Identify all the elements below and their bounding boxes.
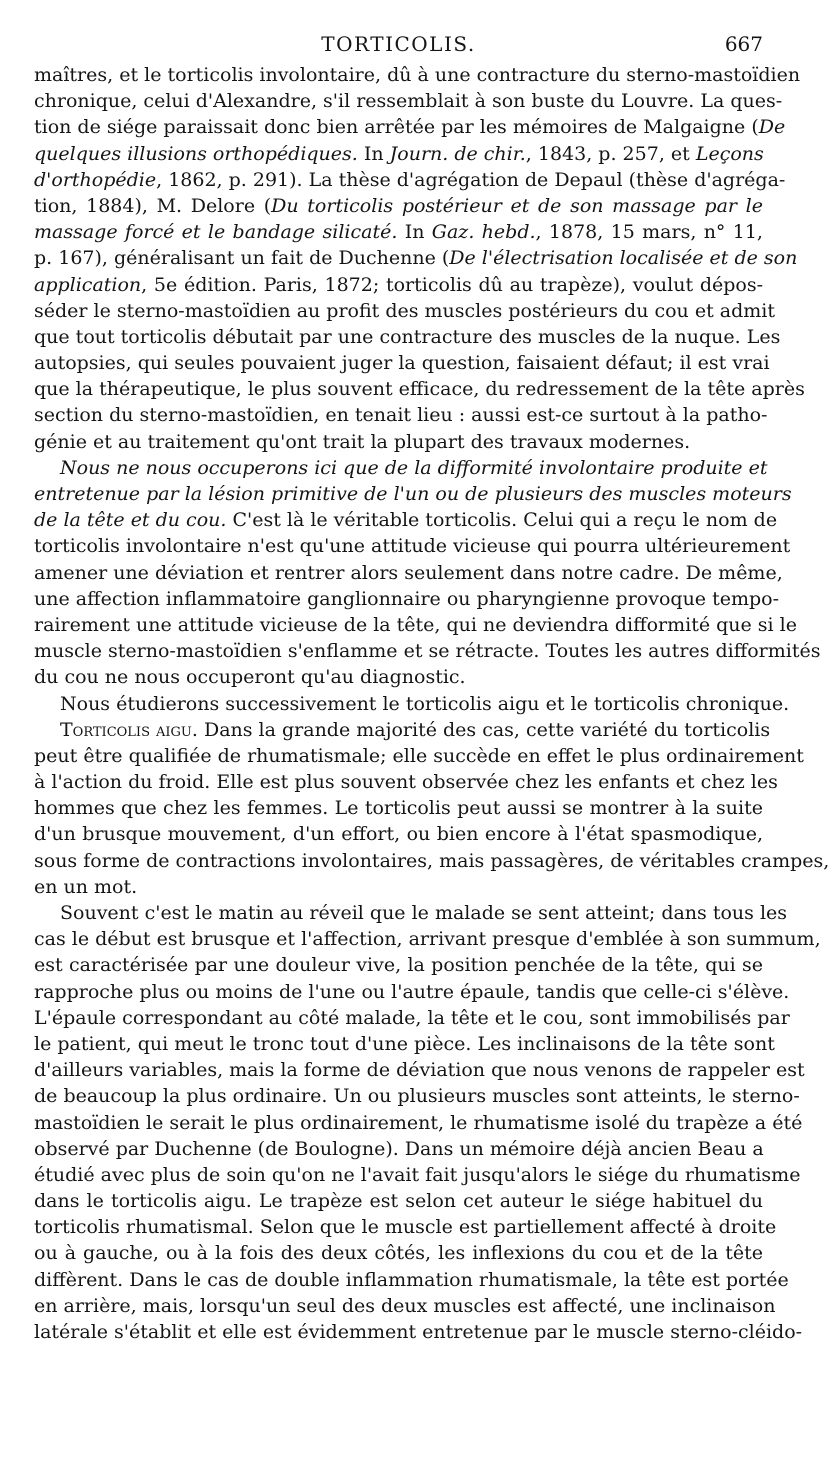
italic-run: Nous ne nous occuperons ici que de la difformité involontaire produite et xyxy=(60,456,768,479)
text-line xyxy=(34,114,786,140)
text-line xyxy=(34,193,763,219)
text-line xyxy=(34,1267,789,1293)
text-run: , 5e édition. Paris, 1872; torticolis dû au trapèze), voulut dépos- xyxy=(141,273,763,296)
text-run: hommes que chez les femmes. Le torticolis peut aussi se montrer à la suite xyxy=(34,797,763,820)
page-header xyxy=(34,27,763,61)
text-line xyxy=(34,1005,790,1031)
text-line xyxy=(34,795,763,821)
text-run: amener une déviation et rentrer alors seulement dans notre cadre. De même, xyxy=(34,561,783,584)
text-line xyxy=(34,219,763,245)
text-line xyxy=(34,141,763,167)
text-line xyxy=(34,1136,763,1162)
text-line xyxy=(34,1057,805,1083)
text-line xyxy=(34,979,790,1005)
text-run: L'épaule correspondant au côté malade, la tête et le cou, sont immobilisés par xyxy=(34,1006,790,1029)
text-run: génie et au traitement qu'ont trait la plupart des travaux modernes. xyxy=(34,430,691,453)
text-line xyxy=(34,612,797,638)
text-line xyxy=(34,350,770,376)
text-run: peut être qualifiée de rhumatismale; elle succède en effet le plus ordinairement xyxy=(34,744,804,767)
text-line xyxy=(34,455,768,481)
text-run: est caractérisée par une douleur vive, la position penchée de la tête, qui se xyxy=(34,954,763,977)
text-run: une affection inflammatoire ganglionnaire ou pharyngienne provoque tempo- xyxy=(34,587,780,610)
text-run: rapproche plus ou moins de l'une ou l'autre épaule, tandis que celle-ci s'élève. xyxy=(34,980,790,1003)
text-run: p. 167), généralisant un fait de Duchenne ( xyxy=(34,247,450,270)
text-line xyxy=(34,402,768,428)
text-run: , 1862, p. 291). La thèse d'agrégation de Depaul (thèse d'agréga- xyxy=(156,168,786,191)
text-line xyxy=(34,769,778,795)
text-line xyxy=(34,874,763,900)
text-line xyxy=(34,1162,801,1188)
text-run: d'un brusque mouvement, d'un effort, ou bien encore à l'état spasmodique, xyxy=(34,823,763,846)
text-line xyxy=(34,1293,776,1319)
text-run: autopsies, qui seules pouvaient juger la question, faisaient défaut; il est vrai xyxy=(34,352,770,375)
text-run: tion, 1884), M. Delore ( xyxy=(34,194,272,217)
italic-run: massage forcé et le bandage silicaté. xyxy=(34,221,398,244)
text-run: Souvent c'est le matin au réveil que le malade se sent atteint; dans tous les xyxy=(60,902,788,924)
text-run: Nous étudierons successivement le torticolis aigu et le torticolis chronique. xyxy=(60,692,790,715)
text-line xyxy=(34,481,792,507)
running-title: TORTICOLIS. xyxy=(321,32,476,56)
italic-run: d'orthopédie xyxy=(34,168,157,191)
italic-run: application xyxy=(34,273,142,296)
text-line xyxy=(34,62,801,88)
text-line xyxy=(34,848,829,874)
text-run: que tout torticolis débutait par une contracture des muscles de la nuque. Les xyxy=(34,325,781,348)
text-run: chronique, celui d'Alexandre, s'il ressemblait à son buste du Louvre. La ques- xyxy=(34,90,783,113)
text-line xyxy=(34,533,791,559)
text-run: C'est là le véritable torticolis. Celui qui a reçu le nom de xyxy=(226,509,778,532)
text-line xyxy=(34,1319,803,1345)
text-run: ou à gauche, ou à la fois des deux côtés, les inflexions du cou et de la tête xyxy=(34,1242,763,1265)
italic-run: entretenue par la lésion primitive de l'un ou de plusieurs des muscles moteurs xyxy=(34,483,792,505)
text-run: cas le début est brusque et l'affection, arrivant presque d'emblée à son summum, xyxy=(34,928,821,951)
text-line xyxy=(34,664,763,690)
text-run: In xyxy=(397,221,432,244)
text-line xyxy=(34,1188,763,1214)
italic-run: Journ. de chir. xyxy=(389,142,526,165)
text-line xyxy=(34,638,821,664)
text-line xyxy=(34,1240,763,1266)
text-line xyxy=(34,743,804,769)
text-run: torticolis rhumatismal. Selon que le muscle est partiellement affecté à droite xyxy=(34,1216,777,1239)
text-line xyxy=(34,1110,803,1136)
text-line xyxy=(34,1031,775,1057)
text-line xyxy=(34,298,775,324)
text-line xyxy=(34,324,781,350)
text-line xyxy=(34,717,771,743)
text-run: maîtres, et le torticolis involontaire, dû à une contracture du sterno-mastoïdien xyxy=(34,64,801,86)
text-run: dans le torticolis aigu. Le trapèze est selon cet auteur le siége habituel du xyxy=(34,1190,763,1213)
text-run: muscle sterno-mastoïdien s'enflamme et se rétracte. Toutes les autres difformités xyxy=(34,640,821,663)
text-run: le patient, qui meut le tronc tout d'une pièce. Les inclinaisons de la tête sont xyxy=(34,1032,775,1055)
text-run: du cou ne nous occuperont qu'au diagnostic. xyxy=(34,666,466,689)
text-run: , 1843, p. 257, et xyxy=(525,142,696,165)
text-run: In xyxy=(357,142,390,165)
text-run: section du sterno-mastoïdien, en tenait lieu : aussi est-ce surtout à la patho- xyxy=(34,404,768,427)
text-run: séder le sterno-mastoïdien au profit des muscles postérieurs du cou et admit xyxy=(34,299,775,322)
body-text xyxy=(34,62,829,1345)
text-line xyxy=(34,88,783,114)
text-run: rairement une attitude vicieuse de la tête, qui ne deviendra difformité que si le xyxy=(34,613,797,636)
text-line xyxy=(34,376,805,402)
text-run: à l'action du froid. Elle est plus souvent observée chez les enfants et chez les xyxy=(34,771,778,794)
text-line xyxy=(34,821,763,847)
text-line xyxy=(34,1214,777,1240)
text-line xyxy=(34,507,778,533)
text-run: , 1878, 15 mars, n° 11, xyxy=(535,221,763,244)
text-line xyxy=(34,926,821,952)
italic-run: Leçons xyxy=(695,142,764,165)
text-run: que la thérapeutique, le plus souvent efficace, du redressement de la tête après xyxy=(34,378,805,401)
italic-run: quelques illusions orthopédiques. xyxy=(34,142,358,165)
text-line xyxy=(34,245,798,271)
text-run: Dans la grande majorité des cas, cette variété du torticolis xyxy=(197,718,771,741)
italic-run: Gaz. hebd. xyxy=(431,221,536,244)
text-run: diffèrent. Dans le cas de double inflammation rhumatismale, la tête est portée xyxy=(34,1268,789,1291)
text-line xyxy=(34,1083,800,1109)
text-line xyxy=(34,560,783,586)
text-line xyxy=(34,952,763,978)
section-heading: Torticolis aigu. xyxy=(60,718,198,741)
italic-run: De xyxy=(758,116,786,139)
text-line xyxy=(34,900,788,926)
text-run: d'ailleurs variables, mais la forme de déviation que nous venons de rappeler est xyxy=(34,1059,805,1082)
text-run: observé par Duchenne (de Boulogne). Dans un mémoire déjà ancien Beau a xyxy=(34,1137,764,1160)
text-run: en un mot. xyxy=(34,875,138,898)
text-line xyxy=(34,167,786,193)
italic-run: Du torticolis postérieur et de son massage par le xyxy=(271,194,763,217)
text-run: mastoïdien le serait le plus ordinairement, le rhumatisme isolé du trapèze a été xyxy=(34,1111,803,1134)
text-run: en arrière, mais, lorsqu'un seul des deux muscles est affecté, une inclinaison xyxy=(34,1294,776,1317)
text-line xyxy=(34,429,763,455)
text-run: torticolis involontaire n'est qu'une attitude vicieuse qui pourra ultérieurement xyxy=(34,535,791,558)
text-line xyxy=(34,272,763,298)
text-run: étudié avec plus de soin qu'on ne l'avait fait jusqu'alors le siége du rhumatisme xyxy=(34,1163,801,1186)
italic-run: de la tête et du cou. xyxy=(34,509,227,532)
text-run: de beaucoup la plus ordinaire. Un ou plusieurs muscles sont atteints, le sterno- xyxy=(34,1085,800,1108)
text-line xyxy=(34,691,790,717)
text-run: latérale s'établit et elle est évidemment entretenue par le muscle sterno-cléido- xyxy=(34,1321,803,1343)
page-number: 667 xyxy=(724,32,763,56)
text-run: tion de siége paraissait donc bien arrêtée par les mémoires de Malgaigne ( xyxy=(34,116,759,139)
text-line xyxy=(34,586,780,612)
text-run: sous forme de contractions involontaires, mais passagères, de véritables crampes, xyxy=(34,849,829,872)
italic-run: De l'électrisation localisée et de son xyxy=(449,247,798,270)
